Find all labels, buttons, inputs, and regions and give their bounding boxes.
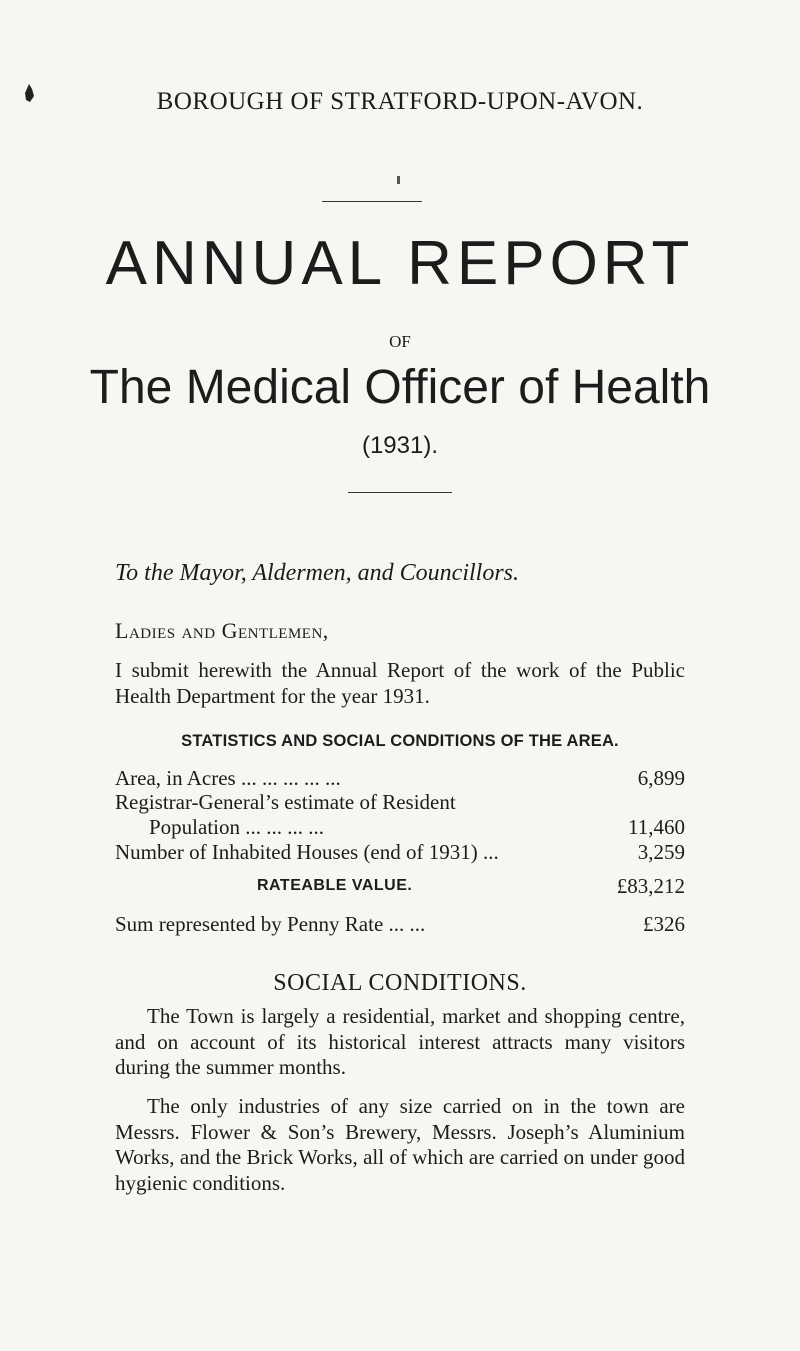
stat-label: Area, in Acres ... ... ... ... ... bbox=[115, 766, 341, 790]
report-title: ANNUAL REPORT bbox=[105, 229, 695, 298]
social-conditions-heading: SOCIAL CONDITIONS. bbox=[273, 970, 527, 996]
stat-value bbox=[595, 790, 685, 815]
social-paragraph: The Town is largely a residential, market and shopping centre, and on account of its historical interest attracts many visitors during the summer months. bbox=[115, 1004, 685, 1080]
stat-label: Number of Inhabited Houses (end of 1931) ... bbox=[115, 840, 499, 864]
intro-paragraph: I submit herewith the Annual Report of the work of the Public Health Department for the year 1931. bbox=[115, 658, 685, 708]
stat-row-registrar bbox=[115, 790, 685, 815]
penny-rate-label: Sum represented by Penny Rate ... ... bbox=[115, 912, 426, 936]
of-label: OF bbox=[389, 332, 411, 351]
penny-rate-value: £326 bbox=[643, 912, 685, 936]
stat-value: 3,259 bbox=[637, 840, 685, 864]
stat-row-area bbox=[115, 766, 685, 791]
divider-bottom bbox=[348, 492, 452, 493]
report-year: (1931). bbox=[361, 432, 439, 459]
stat-value: 6,899 bbox=[637, 766, 685, 790]
ink-speck-mark bbox=[397, 176, 400, 184]
officer-title: The Medical Officer of Health bbox=[89, 361, 711, 414]
stat-label: Registrar-General’s estimate of Resident bbox=[115, 790, 456, 814]
social-paragraph: The only industries of any size carried on in the town are Messrs. Flower & Son’s Brewery, Messrs. Joseph’s Aluminium Works, and the Brick Works, all of which are carried on under good hygienic conditions. bbox=[115, 1094, 685, 1195]
penny-rate-row bbox=[115, 912, 685, 937]
rateable-value-heading: RATEABLE VALUE. bbox=[257, 877, 413, 894]
stat-value: 11,460 bbox=[628, 815, 685, 839]
stat-row-population bbox=[115, 815, 685, 840]
statistics-heading: STATISTICS AND SOCIAL CONDITIONS OF THE AREA. bbox=[181, 732, 619, 750]
divider-top bbox=[322, 201, 422, 202]
salutation: To the Mayor, Aldermen, and Councillors. bbox=[115, 560, 520, 586]
rateable-value-row bbox=[115, 874, 685, 899]
rateable-value: £83,212 bbox=[616, 874, 685, 898]
stat-label: Population ... ... ... ... bbox=[149, 815, 325, 839]
greeting: Ladies and Gentlemen, bbox=[115, 618, 329, 643]
borough-heading: BOROUGH OF STRATFORD-UPON-AVON. bbox=[156, 88, 644, 115]
stat-row-houses bbox=[115, 840, 685, 865]
